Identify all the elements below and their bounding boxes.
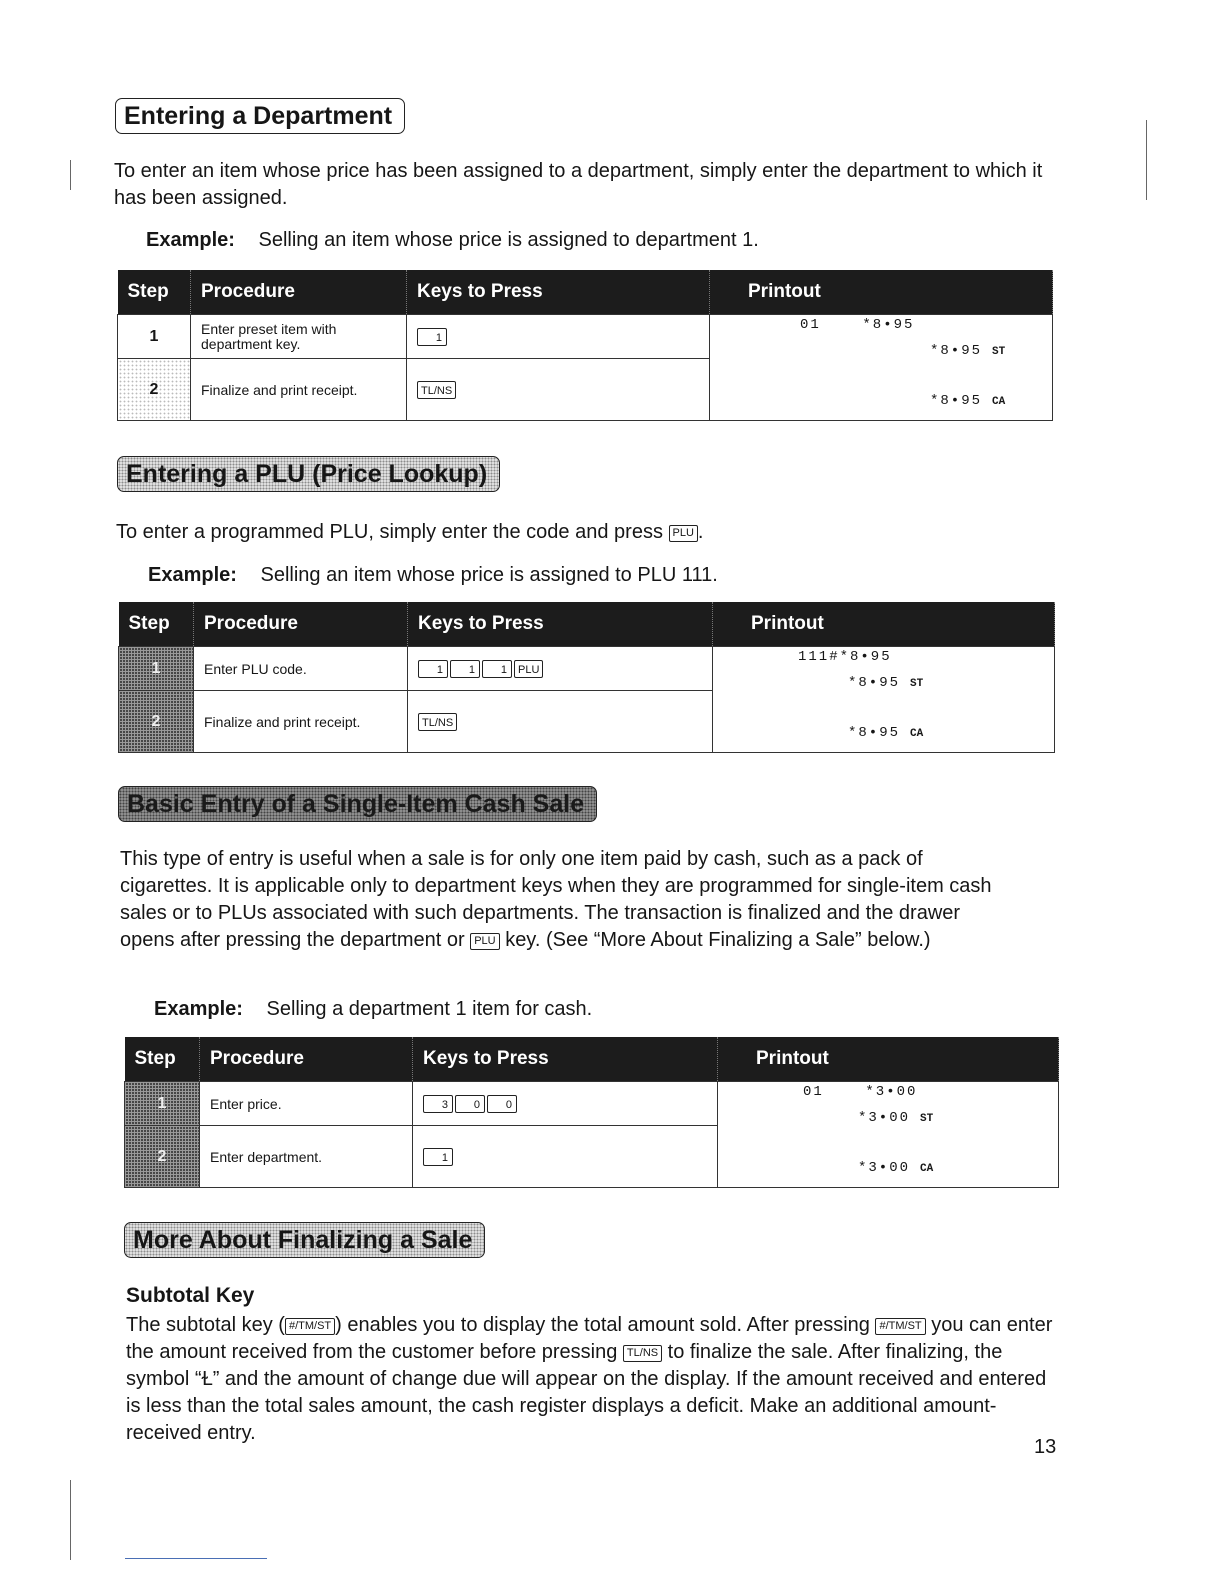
step-number: 1 xyxy=(118,315,191,359)
key-0: 0 xyxy=(455,1095,485,1113)
printout xyxy=(710,315,1053,421)
key-1: 1 xyxy=(423,1148,453,1166)
st-symbol: ST xyxy=(992,345,1006,358)
printout-value: *3•00 xyxy=(858,1159,911,1176)
subtotal-text: The subtotal key ( xyxy=(126,1314,285,1336)
section-heading-single-item: Basic Entry of a Single-Item Cash Sale xyxy=(118,786,597,822)
step-number: 1 xyxy=(125,1082,200,1126)
section-heading-plu: Entering a PLU (Price Lookup) xyxy=(117,456,500,492)
step-procedure: Enter department. xyxy=(200,1126,413,1188)
key-1: 1 xyxy=(482,660,512,678)
printout-line: 01 *3•00 xyxy=(803,1083,918,1100)
header-procedure: Procedure xyxy=(200,1037,413,1082)
plu-intro xyxy=(116,519,1056,546)
single-item-intro-text: This type of entry is useful when a sale is for only one item paid by cash, such as a pack of cigarettes. It is applicable only to department keys when they are programmed for single-item cash sales or to PLUs associated with such departments. The transaction is finalized and the drawer opens after pressing the department or xyxy=(120,848,992,951)
step-procedure: Enter preset item with department key. xyxy=(191,315,407,359)
subtotal-key: #/TM/ST xyxy=(285,1318,335,1335)
department-intro: To enter an item whose price has been assigned to a department, simply enter the department to which it has been assigned. xyxy=(114,160,1043,209)
subtotal-text: to finalize the sale. After finalizing, the symbol “Ɫ” and the amount of change due will appear on the display. If the amount received and entered is less than the total sales amount, the cash register displays a deficit. Make an additional amount-received entry. xyxy=(126,1341,1047,1444)
key-tlns: TL/NS xyxy=(418,713,457,731)
example-label: Example: xyxy=(148,564,237,586)
step-keys xyxy=(407,359,710,421)
key-plu: PLU xyxy=(514,660,543,678)
printout-line xyxy=(803,1160,1048,1186)
step-procedure: Finalize and print receipt. xyxy=(194,691,408,753)
step-keys xyxy=(408,691,713,753)
page-number: 13 xyxy=(1034,1436,1057,1458)
header-step: Step xyxy=(125,1037,200,1082)
st-symbol: ST xyxy=(920,1112,934,1125)
step-number: 2 xyxy=(119,691,194,753)
ca-symbol: CA xyxy=(920,1162,934,1175)
step-keys xyxy=(413,1082,718,1126)
step-keys xyxy=(408,647,713,691)
example-text: Selling an item whose price is assigned to PLU 111. xyxy=(260,564,718,586)
plu-key: PLU xyxy=(669,525,698,542)
key-1: 1 xyxy=(450,660,480,678)
subtotal-text: you can enter the amount received from the customer before pressing xyxy=(126,1314,1053,1363)
printout-line: 01 *8•95 xyxy=(800,316,915,333)
example-label: Example: xyxy=(146,229,235,251)
printout xyxy=(718,1082,1059,1188)
example-text: Selling a department 1 item for cash. xyxy=(266,998,593,1020)
ca-symbol: CA xyxy=(992,395,1006,408)
header-keys: Keys to Press xyxy=(408,602,713,647)
plu-key: PLU xyxy=(470,933,499,950)
subtotal-key-subheading: Subtotal Key xyxy=(126,1284,255,1307)
printout-value: *8•95 xyxy=(848,724,901,741)
header-printout: Printout xyxy=(718,1037,1059,1082)
key-tlns: TL/NS xyxy=(417,381,456,399)
step-number: 1 xyxy=(119,647,194,691)
st-symbol: ST xyxy=(910,677,924,690)
single-item-intro xyxy=(120,846,1020,954)
printout-line xyxy=(800,393,1042,419)
printout-line: 111#*8•95 xyxy=(798,648,892,665)
footer-rule xyxy=(125,1558,267,1559)
step-procedure: Enter PLU code. xyxy=(194,647,408,691)
step-number: 2 xyxy=(125,1126,200,1188)
margin-line xyxy=(70,160,71,190)
example-text: Selling an item whose price is assigned to department 1. xyxy=(258,229,759,251)
key-1: 1 xyxy=(418,660,448,678)
step-keys xyxy=(413,1126,718,1188)
step-procedure: Finalize and print receipt. xyxy=(191,359,407,421)
section-heading-department: Entering a Department xyxy=(115,98,405,134)
step-procedure: Enter price. xyxy=(200,1082,413,1126)
subtotal-key: #/TM/ST xyxy=(875,1318,925,1335)
margin-line xyxy=(70,1480,71,1560)
key-0: 0 xyxy=(487,1095,517,1113)
ca-symbol: CA xyxy=(910,727,924,740)
printout-line xyxy=(798,725,1044,751)
header-keys: Keys to Press xyxy=(413,1037,718,1082)
department-steps-table xyxy=(117,270,1053,421)
printout xyxy=(713,647,1055,753)
printout-value: *8•95 xyxy=(848,674,901,691)
printout-line xyxy=(800,343,1042,369)
department-example xyxy=(146,229,759,252)
header-printout: Printout xyxy=(710,270,1053,315)
header-keys: Keys to Press xyxy=(407,270,710,315)
subtotal-key-text xyxy=(126,1312,1061,1447)
printout-value: *8•95 xyxy=(930,392,983,409)
key-3: 3 xyxy=(423,1095,453,1113)
example-label: Example: xyxy=(154,998,243,1020)
header-printout: Printout xyxy=(713,602,1055,647)
key-1: 1 xyxy=(417,328,447,346)
header-procedure: Procedure xyxy=(194,602,408,647)
step-keys xyxy=(407,315,710,359)
plu-example xyxy=(148,564,718,587)
plu-steps-table xyxy=(118,602,1055,753)
step-number: 2 xyxy=(118,359,191,421)
plu-intro-end: . xyxy=(697,521,704,543)
single-item-example xyxy=(154,998,592,1021)
section-heading-finalizing: More About Finalizing a Sale xyxy=(124,1222,485,1258)
subtotal-text: ) enables you to display the total amount sold. After pressing xyxy=(335,1314,870,1336)
header-step: Step xyxy=(118,270,191,315)
printout-value: *3•00 xyxy=(858,1109,911,1126)
margin-line xyxy=(1146,120,1147,200)
tlns-key: TL/NS xyxy=(623,1345,662,1362)
printout-value: *8•95 xyxy=(930,342,983,359)
printout-line xyxy=(803,1110,1048,1136)
header-step: Step xyxy=(119,602,194,647)
single-item-steps-table xyxy=(124,1037,1059,1188)
header-procedure: Procedure xyxy=(191,270,407,315)
plu-intro-text: To enter a programmed PLU, simply enter the code and press xyxy=(116,521,663,543)
single-item-intro-end: key. (See “More About Finalizing a Sale” below.) xyxy=(505,929,931,951)
printout-line xyxy=(798,675,1044,701)
